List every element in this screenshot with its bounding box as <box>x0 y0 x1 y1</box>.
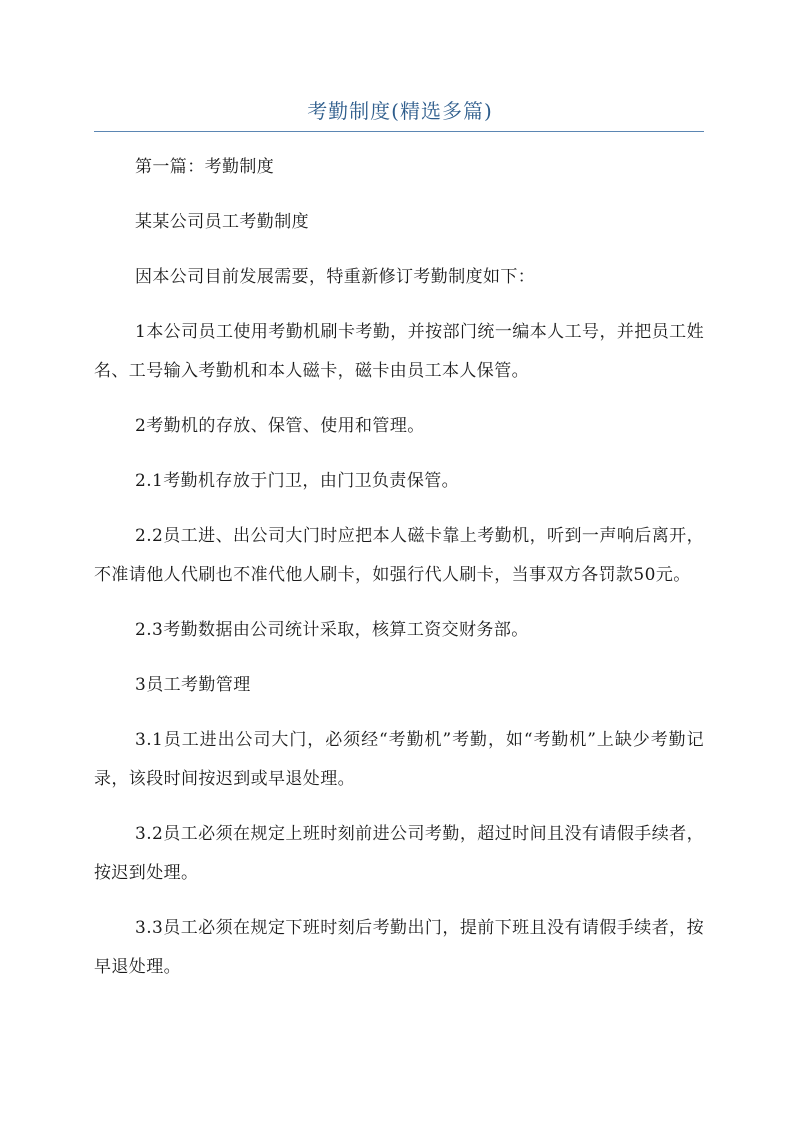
document-subtitle: 某某公司员工考勤制度 <box>135 212 309 232</box>
document-title: 考勤制度(精选多篇) <box>307 99 493 123</box>
clause-heading: 2考勤机的存放、保管、使用和管理。 <box>135 416 425 436</box>
body-paragraph: 3.3员工必须在规定下班时刻后考勤出门，提前下班且没有请假手续者，按早退处理。 <box>94 918 704 977</box>
document-body <box>94 148 704 1003</box>
section-heading: 第一篇：考勤制度 <box>135 157 275 177</box>
body-paragraph: 3.2员工必须在规定上班时刻前进公司考勤，超过时间且没有请假手续者，按迟到处理。 <box>94 824 704 883</box>
body-paragraph: 2.1考勤机存放于门卫，由门卫负责保管。 <box>135 471 460 491</box>
body-paragraph: 1本公司员工使用考勤机刷卡考勤，并按部门统一编本人工号，并把员工姓名、工号输入考勤机和本人磁卡，磁卡由员工本人保管。 <box>94 322 704 381</box>
clause-heading: 3员工考勤管理 <box>135 675 251 695</box>
body-paragraph: 2.2员工进、出公司大门时应把本人磁卡靠上考勤机，听到一声响后离开，不准请他人代刷也不准代他人刷卡，如强行代人刷卡，当事双方各罚款50元。 <box>94 526 704 585</box>
body-paragraph: 2.3考勤数据由公司统计采取，核算工资交财务部。 <box>135 620 529 640</box>
body-paragraph: 因本公司目前发展需要，特重新修订考勤制度如下： <box>135 267 536 287</box>
body-paragraph: 3.1员工进出公司大门，必须经“考勤机”考勤，如“考勤机”上缺少考勤记录，该段时间按迟到或早退处理。 <box>94 730 704 789</box>
title-divider <box>94 131 704 132</box>
